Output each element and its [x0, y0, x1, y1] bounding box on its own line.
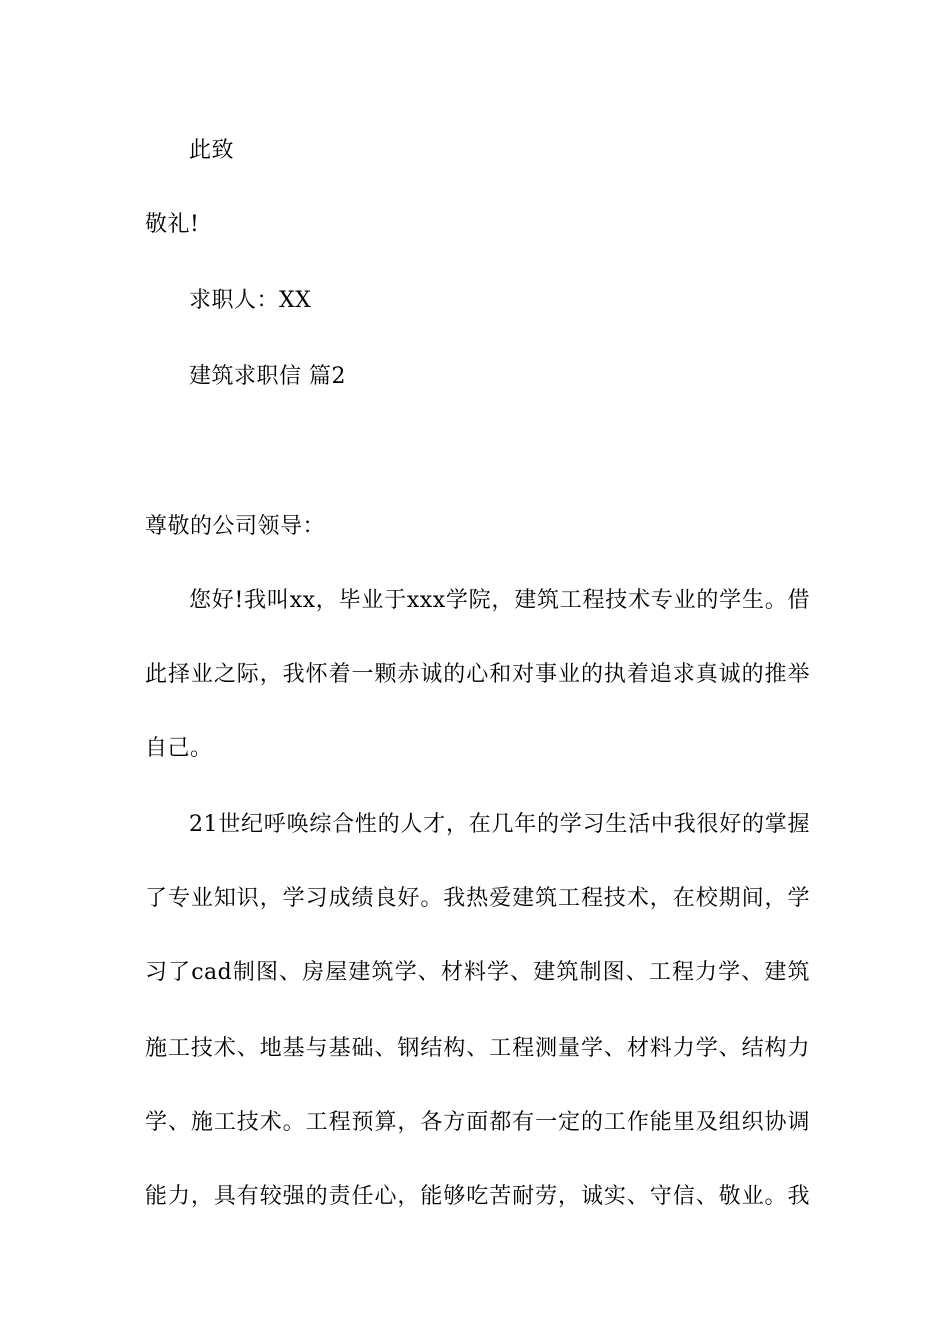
paragraph-2-line-1: 21世纪呼唤综合性的人才，在几年的学习生活中我很好的掌握	[189, 812, 810, 837]
paragraph-2-line-6: 能力，具有较强的责任心，能够吃苦耐劳，诚实、守信、敬业。我	[145, 1184, 810, 1209]
paragraph-2-line-4: 施工技术、地基与基础、钢结构、工程测量学、材料力学、结构力	[145, 1036, 810, 1061]
section-title: 建筑求职信 篇2	[189, 364, 346, 389]
closing-regards: 敬礼!	[145, 212, 200, 237]
signature: 求职人：XX	[189, 288, 312, 313]
paragraph-1-line-2: 此择业之际，我怀着一颗赤诚的心和对事业的执着追求真诚的推举	[145, 662, 810, 687]
paragraph-2-line-3: 习了cad制图、房屋建筑学、材料学、建筑制图、工程力学、建筑	[145, 960, 810, 985]
paragraph-2-line-5: 学、施工技术。工程预算，各方面都有一定的工作能里及组织协调	[145, 1110, 810, 1135]
paragraph-1-line-3: 自己。	[145, 736, 213, 761]
closing-salutation: 此致	[189, 138, 235, 163]
paragraph-2-line-2: 了专业知识，学习成绩良好。我热爱建筑工程技术，在校期间，学	[145, 886, 810, 911]
paragraph-1-line-1: 您好!我叫xx，毕业于xxx学院，建筑工程技术专业的学生。借	[189, 588, 810, 613]
greeting: 尊敬的公司领导：	[145, 514, 326, 539]
